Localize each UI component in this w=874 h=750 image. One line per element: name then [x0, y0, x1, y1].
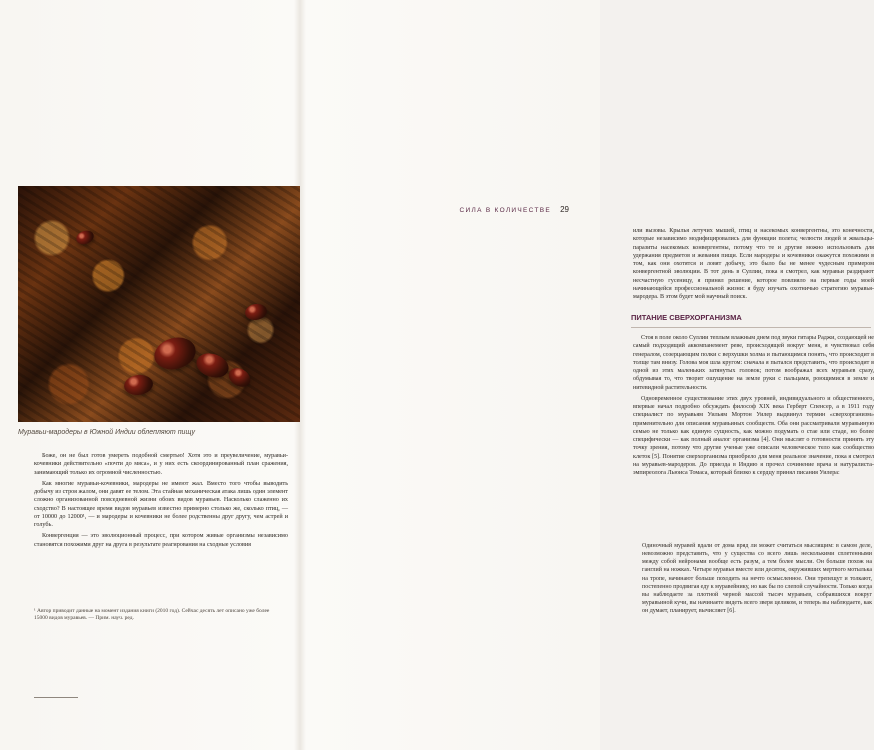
- ant-photo: [18, 186, 300, 422]
- footnote-divider: [34, 697, 78, 698]
- footnote: [34, 608, 284, 622]
- right-page: [300, 0, 874, 750]
- footnote-text: ¹ Автор приводит данные на момент издания книги (2010 год). Сейчас десять лет описано уже более 15000 видов муравьев. — Прим. науч. ред.: [34, 608, 270, 621]
- section-title: ПИТАНИЕ СВЕРХОРГАНИЗМА: [631, 313, 742, 322]
- left-paragraph: Конвергенция — это эволюционный процесс, при котором живые организмы независимо становятся похожими друг на друга в результате реагирования на сходные условия: [34, 533, 288, 548]
- section-divider: [631, 327, 871, 328]
- ant-icon: [123, 373, 155, 397]
- ant-icon: [74, 228, 95, 246]
- ant-icon: [151, 333, 200, 374]
- right-top-paragraph: или вызовы. Крылья летучих мышей, птиц и насекомых конвергентны, это конечности, которые независимо модифицировались для функции полета; челюсти людей и жвальцы-паразиты насекомых конвергентны, потому что те и другие можно использовать для удержания предметов и жевания пищи. Если мародеры и кочевники окажутся похожими в том, как они охотятся и ловят добычу, это было бы не менее чудесным примером конвергентной эволюции. В тот день в Суллии, пока я смотрел, как муравьи раздирают несчастную гусеницу, я принял решение, которое повлияло на первые годы моей начинающейся профессиональной жизни: я буду изучать охотничью стратегию муравья-мародера. В этом будет мой научный поиск.: [633, 228, 874, 300]
- right-paragraph: Стоя в поле около Суллии теплым влажным днем под звуки гитары Раджи, создающей не самый подходящий аккомпанемент реве, происходящей вокруг меня, я чувствовал себя генералом, созерцающим полки с верхушки холма и пытающимся понять, что происходит в толще там внизу. Голова моя шла кругом: сначала я пытался представить, что происходит в одной из этих маленьких затянутых головок; потом воображал всех муравьев сразу, обдумывая то, что творит ошущение на земле руки с пальцами, роющимися в земле и нитевидной растительности.: [633, 335, 874, 391]
- running-header: [460, 205, 569, 214]
- right-body-text: [633, 334, 874, 480]
- block-quote: [642, 542, 872, 615]
- ant-icon: [193, 349, 231, 381]
- right-paragraph: Одновременное существование этих двух уровней, индивидуального и общественного, впервые начал подробно обсуждать философ XIX века Герберт Спенсер, а в 1911 году специалист по муравьям Уильям Мортон Уилер выдвинул термин «сверхорганизм» применительно для описания муравьиных сообществ. Оба они рассматривали муравьиную семью не только как единую сущность, как можно подумать о стае или стаде, но более специфически — как полный аналог организма [4]. Они мыслят о готовности принять эту точку зрения, потому что другие ученые уже описали человеческое тело как сообщество клеток [5]. Понятие сверхорганизма приобрело для меня реальное значение, пока я смотрел на муравьев-мародеров. До приезда в Индию я прочел сочинение врача и натуралиста-эмпиреолога Льюиса Томаса, который близко к сердцу принял писания Уилера:: [633, 395, 874, 476]
- left-paragraph: Боже, он не был готов умереть подобной смертью! Хотя это и преувеличение, муравьи-кочевники действительно «почти до мяса», и у них есть скоординированный план сражения, занимающий только их огромной численностью.: [34, 453, 288, 476]
- left-page: [0, 0, 300, 750]
- left-body-text: [34, 452, 288, 552]
- right-top-text: [633, 227, 874, 301]
- ant-icon: [225, 364, 253, 390]
- page-number: 29: [560, 205, 569, 214]
- left-paragraph: Как многие муравьи-кочевники, мародеры не имеют жал. Вместо того чтобы выводить добычу из строя жалом, они давят ее телом. Эта стайная механическая атака лишь один элемент сложно организованной повседневной жизни обоих видов муравьев. Насколько слаженно их сходство? В настоящее время видов муравьев известно примерно столько же, сколько птиц, — от 10000 до 12000¹, — и мародеры и кочевники не более родственны друг другу, чем астрей и голубь.: [34, 480, 288, 528]
- ant-icon: [244, 302, 268, 322]
- photo-caption: Муравьи-мародеры в Южной Индии облепляют пищу: [18, 429, 196, 436]
- running-head-title: СИЛА В КОЛИЧЕСТВЕ: [459, 207, 551, 214]
- quote-text: Одиночный муравей вдали от дома вряд ли может считаться мыслящим: в самом деле, невозможно представить, что у существа со всего лишь несколькими сплетенными между собой нейронами вообще есть разум, а тем более мысли. Он больше похож на ганглий на ножках. Четыре муравья вместе или десяток, окруживших мертвого мотылька на тропе, начинают больше походить на нечто осмысленное. Они трепещут и толкают, постепенно продвигая еду к муравейнику, но как бы по слепой случайности. Только когда вы наблюдаете за плотной черной массой тысяч муравьев, собравшихся вокруг муравьиной кучи, вы начинаете видеть всего зверя целиком, и теперь вы наблюдаете, как он думает, планирует, вычисляет [6].: [642, 543, 872, 615]
